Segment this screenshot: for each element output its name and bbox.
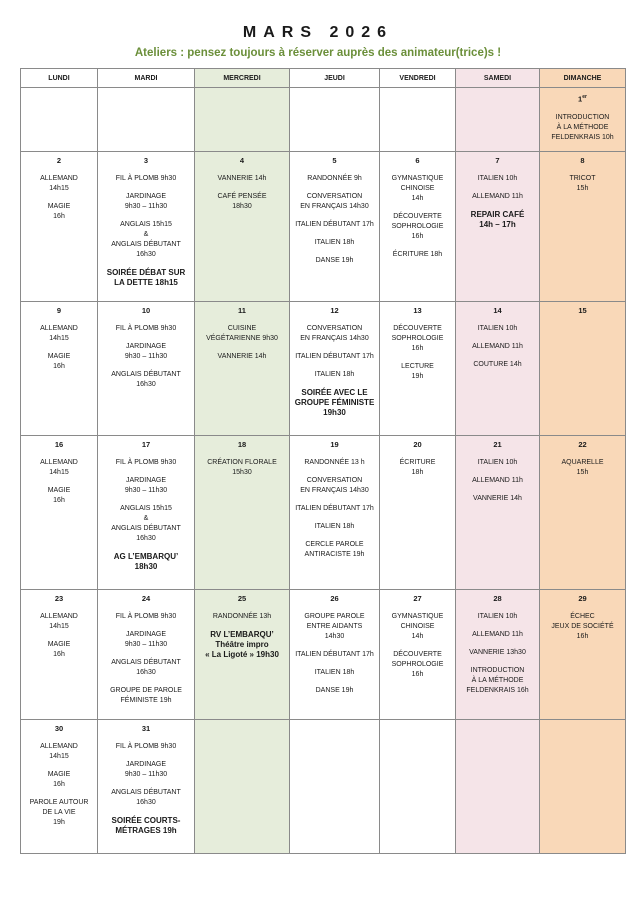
day-cell	[195, 589, 290, 719]
calendar-week-row	[21, 88, 626, 152]
day-number: 14	[493, 305, 502, 315]
weekday-header: DIMANCHE	[540, 69, 626, 88]
event-entry: ALLEMAND 14h15	[40, 458, 78, 476]
day-number: 19	[330, 439, 339, 449]
event-entry: ALLEMAND 14h15	[40, 324, 78, 342]
day-cell	[290, 88, 380, 152]
day-number: 29	[578, 593, 587, 603]
day-cell	[540, 719, 626, 853]
day-number: 20	[413, 439, 422, 449]
event-entry: CONVERSATION EN FRANÇAIS 14h30	[300, 476, 369, 494]
day-number: 31	[141, 723, 151, 733]
day-number: 21	[493, 439, 502, 449]
event-entry: ANGLAIS DÉBUTANT 16h30	[111, 658, 181, 676]
event-entry: FIL À PLOMB 9h30	[115, 174, 177, 182]
day-number: 3	[143, 155, 149, 165]
day-cell	[540, 151, 626, 301]
day-number: 13	[413, 305, 422, 315]
event-entry: MAGIE 16h	[47, 486, 71, 504]
day-cell	[290, 301, 380, 435]
day-cell	[290, 589, 380, 719]
day-cell	[456, 301, 540, 435]
weekday-header: VENDREDI	[380, 69, 456, 88]
day-cell	[195, 719, 290, 853]
weekday-header: JEUDI	[290, 69, 380, 88]
day-number: 12	[330, 305, 339, 315]
event-entry: ITALIEN 10h	[477, 324, 518, 332]
day-cell	[540, 88, 626, 152]
event-entry: VANNERIE 14h	[217, 352, 267, 360]
day-cell	[21, 719, 98, 853]
day-cell	[380, 435, 456, 589]
event-entry: FIL À PLOMB 9h30	[115, 458, 177, 466]
day-cell	[540, 589, 626, 719]
day-number: 23	[54, 593, 64, 603]
day-cell	[21, 589, 98, 719]
event-entry: ÉCRITURE 18h	[392, 250, 443, 258]
event-entry: CERCLE PAROLE ANTIRACISTE 19h	[304, 540, 365, 558]
event-entry: ITALIEN 18h	[314, 370, 355, 378]
day-cell	[290, 435, 380, 589]
day-number: 6	[415, 155, 420, 165]
event-entry: ALLEMAND 11h	[472, 192, 523, 200]
day-cell	[456, 719, 540, 853]
event-entry: ÉCHEC JEUX DE SOCIÉTÉ 16h	[551, 612, 614, 640]
event-entry: RANDONNÉE 13 h	[304, 458, 365, 466]
day-cell	[98, 151, 195, 301]
event-entry: CRÉATION FLORALE 15h30	[207, 458, 277, 476]
day-cell	[21, 435, 98, 589]
calendar-week-row	[21, 719, 626, 853]
event-entry: VANNERIE 13h30	[469, 648, 526, 656]
calendar-table	[20, 68, 626, 854]
event-entry: GYMNASTIQUE CHINOISE 14h	[391, 174, 444, 202]
event-entry: ANGLAIS DÉBUTANT 16h30	[111, 788, 181, 806]
day-cell	[195, 88, 290, 152]
event-entry: AG L’EMBARQU’ 18h30	[113, 551, 179, 571]
event-entry: RANDONNÉE 13h	[212, 612, 272, 620]
day-number: 10	[141, 305, 151, 315]
event-entry: COUTURE 14h	[473, 360, 522, 368]
day-number: 22	[578, 439, 587, 449]
calendar-week-row	[21, 435, 626, 589]
day-number: 11	[238, 305, 246, 315]
day-number: 5	[332, 155, 337, 165]
day-cell	[21, 301, 98, 435]
event-entry: ALLEMAND 14h15	[40, 742, 78, 760]
day-cell	[195, 435, 290, 589]
day-cell	[456, 151, 540, 301]
event-entry: ITALIEN DÉBUTANT 17h	[295, 220, 374, 228]
event-entry: JARDINAGE 9h30 – 11h30	[124, 342, 168, 360]
day-number: 27	[413, 593, 422, 603]
day-cell	[380, 301, 456, 435]
day-number: 9	[56, 305, 62, 315]
event-entry: DÉCOUVERTE SOPHROLOGIE 16h	[391, 650, 444, 678]
event-entry: ALLEMAND 11h	[472, 630, 523, 638]
day-number: 17	[141, 439, 151, 449]
calendar-body	[21, 88, 626, 854]
event-entry: REPAIR CAFÉ 14h – 17h	[470, 209, 525, 229]
event-entry: ANGLAIS 15h15 & ANGLAIS DÉBUTANT 16h30	[111, 504, 181, 542]
event-entry: SOIRÉE COURTS- MÉTRAGES 19h	[111, 815, 181, 835]
event-entry: FIL À PLOMB 9h30	[115, 324, 177, 332]
weekday-header: LUNDI	[21, 69, 98, 88]
weekday-header-row	[21, 69, 626, 88]
page-subtitle: Ateliers : pensez toujours à réserver auprès des animateur(trice)s !	[134, 47, 502, 59]
event-entry: ITALIEN 10h	[477, 174, 518, 182]
event-entry: CONVERSATION EN FRANÇAIS 14h30	[300, 192, 369, 210]
day-cell	[456, 435, 540, 589]
event-entry: CONVERSATION EN FRANÇAIS 14h30	[300, 324, 369, 342]
weekday-header: MERCREDI	[195, 69, 290, 88]
event-entry: ÉCRITURE 18h	[399, 458, 436, 476]
event-entry: VANNERIE 14h	[217, 174, 267, 182]
event-entry: ALLEMAND 14h15	[40, 174, 78, 192]
day-cell	[380, 88, 456, 152]
event-entry: CUISINE VÉGÉTARIENNE 9h30	[206, 324, 278, 342]
day-cell	[98, 719, 195, 853]
day-cell	[290, 151, 380, 301]
event-entry: ITALIEN 18h	[314, 668, 355, 676]
event-entry: DÉCOUVERTE SOPHROLOGIE 16h	[391, 324, 444, 352]
day-number: 7	[495, 155, 500, 165]
day-cell	[540, 435, 626, 589]
event-entry: RV L’EMBARQU’ Théâtre impro « La Ligoté » 19h30	[205, 629, 279, 659]
event-entry: ITALIEN DÉBUTANT 17h	[295, 650, 374, 658]
event-entry: ITALIEN DÉBUTANT 17h	[295, 504, 374, 512]
event-entry: ALLEMAND 11h	[472, 476, 523, 484]
day-number: 25	[237, 593, 247, 603]
day-cell	[380, 589, 456, 719]
event-entry: JARDINAGE 9h30 – 11h30	[124, 476, 168, 494]
day-cell	[540, 301, 626, 435]
event-entry: GROUPE DE PAROLE FÉMINISTE 19h	[110, 686, 182, 704]
event-entry: ITALIEN DÉBUTANT 17h	[295, 352, 374, 360]
event-entry: RANDONNÉE 9h	[307, 174, 362, 182]
day-cell	[380, 151, 456, 301]
day-cell	[195, 151, 290, 301]
event-entry: DANSE 19h	[315, 256, 354, 264]
day-number: 1er	[578, 94, 587, 104]
weekday-header: SAMEDI	[456, 69, 540, 88]
event-entry: PAROLE AUTOUR DE LA VIE 19h	[29, 798, 89, 826]
event-entry: ALLEMAND 14h15	[40, 612, 78, 630]
day-cell	[98, 88, 195, 152]
day-cell	[98, 301, 195, 435]
day-number: 2	[56, 155, 62, 165]
event-entry: ITALIEN 10h	[477, 458, 518, 466]
event-entry: ALLEMAND 11h	[472, 342, 523, 350]
day-cell	[98, 435, 195, 589]
day-cell	[21, 88, 98, 152]
event-entry: ANGLAIS DÉBUTANT 16h30	[111, 370, 181, 388]
day-number: 18	[237, 439, 247, 449]
event-entry: MAGIE 16h	[47, 770, 71, 788]
event-entry: VANNERIE 14h	[473, 494, 522, 502]
weekday-header: MARDI	[98, 69, 195, 88]
event-entry: SOIRÉE AVEC LE GROUPE FÉMINISTE 19h30	[294, 387, 375, 417]
page-title: MARS 2026	[242, 24, 394, 41]
day-number: 26	[330, 593, 339, 603]
event-entry: INTRODUCTION À LA MÉTHODE FELDENKRAIS 16h	[466, 666, 529, 694]
day-cell	[98, 589, 195, 719]
day-number: 16	[54, 439, 64, 449]
calendar-week-row	[21, 301, 626, 435]
event-entry: CAFÉ PENSÉE 18h30	[217, 192, 267, 210]
event-entry: GYMNASTIQUE CHINOISE 14h	[391, 612, 444, 640]
event-entry: LECTURE 19h	[401, 362, 434, 380]
event-entry: MAGIE 16h	[47, 202, 71, 220]
event-entry: DÉCOUVERTE SOPHROLOGIE 16h	[391, 212, 444, 240]
event-entry: JARDINAGE 9h30 – 11h30	[124, 630, 168, 648]
event-entry: INTRODUCTION À LA MÉTHODE FELDENKRAIS 10h	[551, 113, 614, 141]
calendar-week-row	[21, 151, 626, 301]
event-entry: GROUPE PAROLE ENTRE AIDANTS 14h30	[304, 612, 365, 640]
day-cell	[380, 719, 456, 853]
day-number: 30	[54, 723, 64, 733]
event-entry: AQUARELLE 15h	[561, 458, 604, 476]
event-entry: ANGLAIS 15h15 & ANGLAIS DÉBUTANT 16h30	[111, 220, 181, 258]
calendar-week-row	[21, 589, 626, 719]
event-entry: ITALIEN 10h	[477, 612, 518, 620]
day-number: 28	[493, 593, 502, 603]
event-entry: JARDINAGE 9h30 – 11h30	[124, 192, 168, 210]
day-cell	[290, 719, 380, 853]
day-cell	[456, 88, 540, 152]
event-entry: FIL À PLOMB 9h30	[115, 612, 177, 620]
day-number: 4	[239, 155, 245, 165]
event-entry: TRICOT 15h	[569, 174, 596, 192]
event-entry: MAGIE 16h	[47, 640, 71, 658]
day-number: 8	[580, 155, 585, 165]
event-entry: ITALIEN 18h	[314, 522, 355, 530]
day-cell	[195, 301, 290, 435]
event-entry: SOIRÉE DÉBAT SUR LA DETTE 18h15	[106, 267, 186, 287]
event-entry: ITALIEN 18h	[314, 238, 355, 246]
day-number: 24	[141, 593, 151, 603]
event-entry: JARDINAGE 9h30 – 11h30	[124, 760, 168, 778]
event-entry: DANSE 19h	[315, 686, 354, 694]
event-entry: FIL À PLOMB 9h30	[115, 742, 177, 750]
day-cell	[21, 151, 98, 301]
event-entry: MAGIE 16h	[47, 352, 71, 370]
day-cell	[456, 589, 540, 719]
day-number: 15	[578, 305, 587, 315]
